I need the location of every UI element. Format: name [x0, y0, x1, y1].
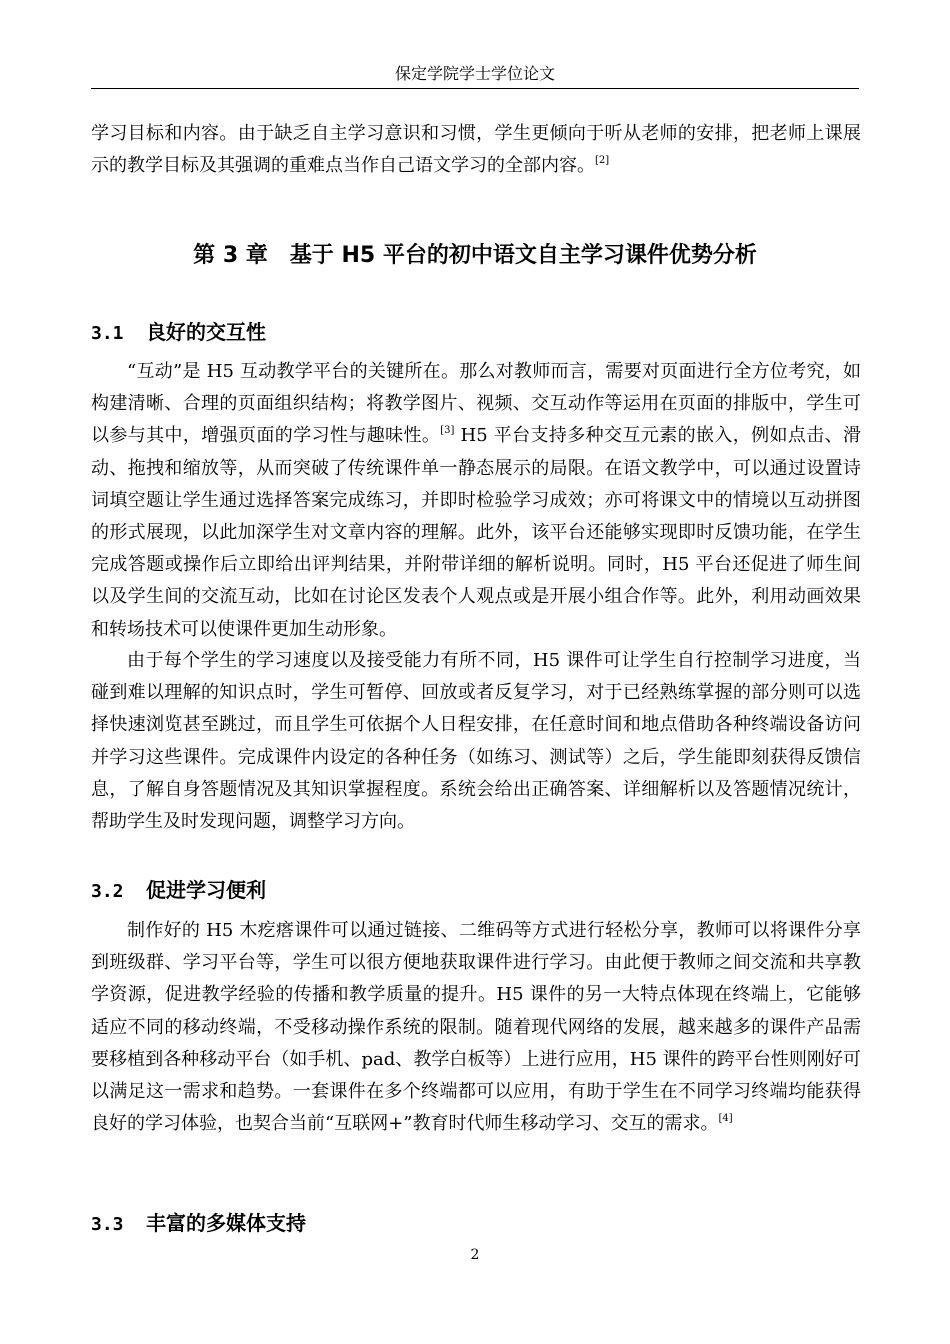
section-number: 3.3 [91, 1214, 124, 1235]
citation-3: [3] [440, 425, 455, 437]
section-3-1-paragraph-2: 由于每个学生的学习速度以及接受能力有所不同，H5 课件可让学生自行控制学习进度，当碰到难以理解的知识点时，学生可暂停、回放或者反复学习，对于已经熟练掌握的部分则可以选择快速浏览甚至跳过，而且学生可依据个人日程安排，在任意时间和地点借助各种终端设备访问并学习这些课件。完成课件内设定的各种任务（如练习、测试等）之后，学生能即刻获得反馈信息，了解自身答题情况及其知识掌握程度。系统会给出正确答案、详细解析以及答题情况统计，帮助学生及时发现问题，调整学习方向。 [91, 650, 861, 833]
paragraph-text: “互动”是 H5 互动教学平台的关键所在。那么对教师而言，需要对页面进行全方位考究，如构建清晰、合理的页面组织结构；将教学图片、视频、交互动作等运用在页面的排版中，学生可以参与其中，增强页面的学习性与趣味性。 [91, 361, 861, 447]
section-3-2-heading [91, 876, 859, 906]
intro-text: 学习目标和内容。由于缺乏自主学习意识和习惯，学生更倾向于听从老师的安排，把老师上课展示的教学目标及其强调的重难点当作自己语文学习的全部内容。 [91, 123, 861, 177]
section-number: 3.1 [91, 323, 124, 344]
section-3-3-heading [91, 1209, 859, 1239]
chapter-title: 第 3 章 基于 H5 平台的初中语文自主学习课件优势分析 [193, 243, 757, 268]
paragraph-text: H5 平台支持多种交互元素的嵌入，例如点击、滑动、拖拽和缩放等，从而突破了传统课件单一静态展示的局限。在语文教学中，可以通过设置诗词填空题让学生通过选择答案完成练习，并即时检验学习成效；亦可将课文中的情境以互动拼图的形式展现，以此加深学生对文章内容的理解。此外，该平台还能够实现即时反馈功能，在学生完成答题或操作后立即给出评判结果，并附带详细的解析说明。同时，H5 平台还促进了师生间以及学生间的交流互动，比如在讨论区发表个人观点或是开展小组合作等。此外，利用动画效果和转场技术可以使课件更加生动形象。 [91, 425, 861, 640]
section-3-1-heading [91, 318, 859, 348]
paragraph-text: 制作好的 H5 木疙瘩课件可以通过链接、二维码等方式进行轻松分享，教师可以将课件分享到班级群、学习平台等，学生可以很方便地获取课件进行学习。由此便于教师之间交流和共享教学资源，促进教学经验的传播和教学质量的提升。H5 课件的另一大特点体现在终端上，它能够适应不同的移动终端，不受移动操作系统的限制。随着现代网络的发展，越来越多的课件产品需要移植到各种移动平台（如手机、pad、教学白板等）上进行应用，H5 课件的跨平台性则刚好可以满足这一需求和趋势。一套课件在多个终端都可以应用，有助于学生在不同学习终端均能获得良好的学习体验，也契合当前“互联网+”教育时代师生移动学习、交互的需求。 [91, 920, 861, 1135]
section-3-1-paragraph-1 [91, 356, 861, 646]
intro-paragraph [91, 118, 861, 182]
section-3-2-paragraph-1 [91, 915, 861, 1140]
page-number: 2 [470, 1247, 480, 1263]
section-number: 3.2 [91, 881, 124, 902]
running-header: 保定学院学士学位论文 [91, 63, 859, 89]
section-title: 丰富的多媒体支持 [146, 1211, 306, 1235]
section-title: 良好的交互性 [146, 320, 266, 344]
section-title: 促进学习便利 [146, 878, 266, 902]
citation-2: [2] [595, 155, 610, 167]
citation-4: [4] [718, 1113, 733, 1125]
